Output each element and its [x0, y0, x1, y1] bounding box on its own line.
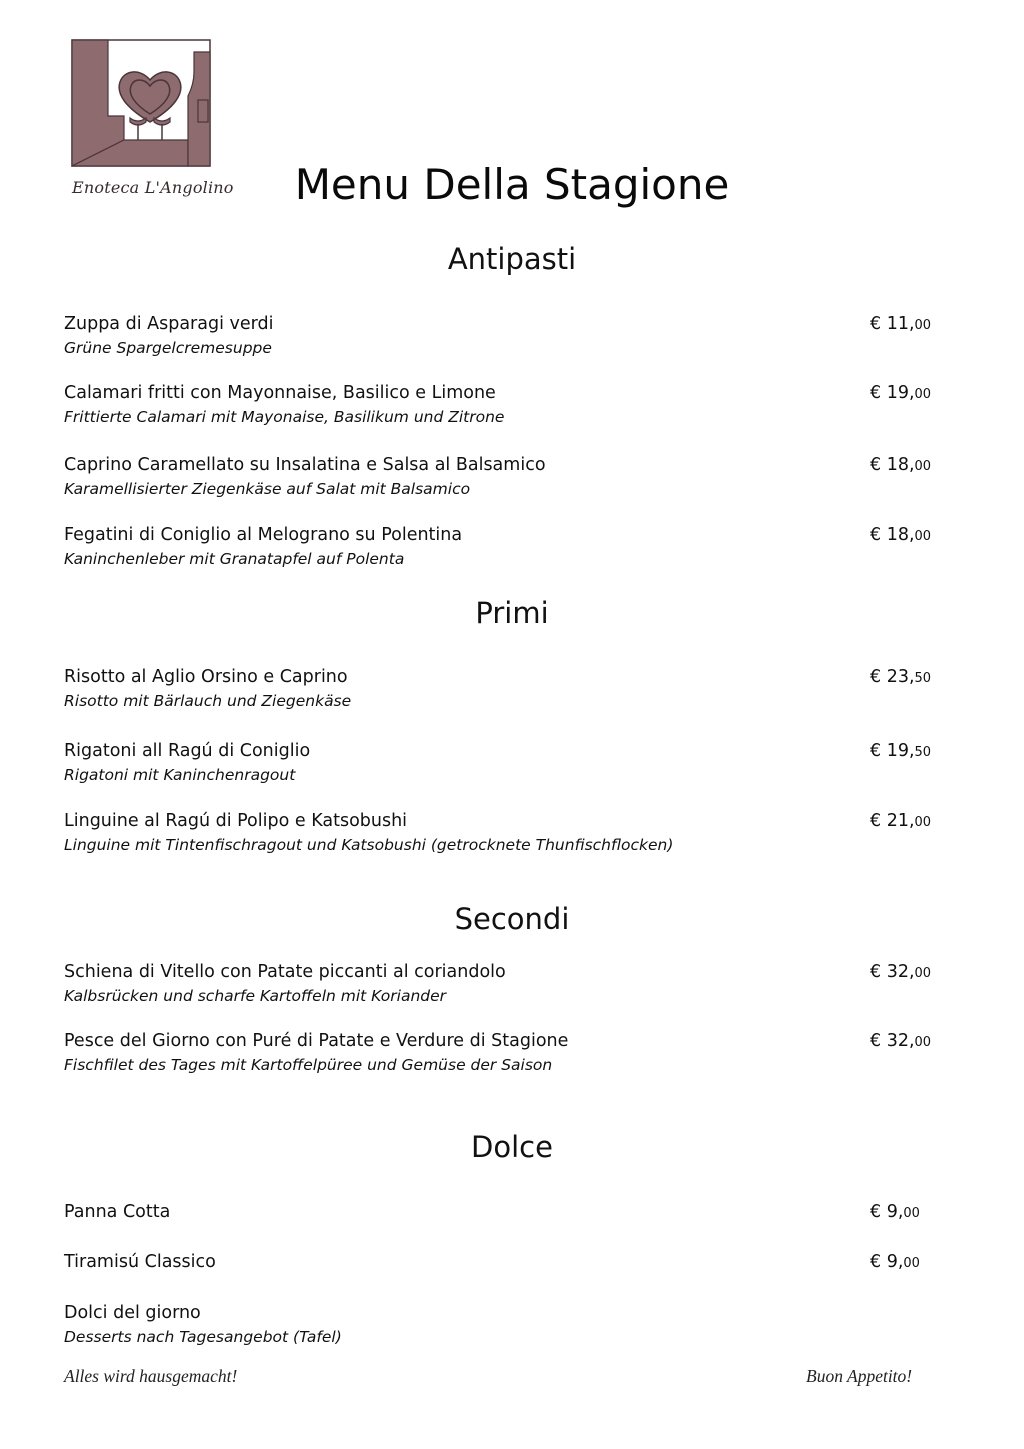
price-cents: 50 [914, 671, 932, 686]
menu-item [64, 453, 934, 501]
section-title-secondi: Secondi [454, 902, 570, 936]
item-name: Linguine al Ragú di Polipo e Katsobushi [64, 811, 408, 831]
price-main: € 19, [870, 383, 915, 403]
item-price [870, 312, 931, 338]
logo-emblem-icon [66, 36, 216, 176]
item-price [870, 809, 931, 835]
item-description: Fischfilet des Tages mit Kartoffelpüree und Gemüse der Saison [64, 1056, 553, 1074]
item-name: Risotto al Aglio Orsino e Caprino [64, 667, 348, 687]
item-name: Caprino Caramellato su Insalatina e Salsa al Balsamico [64, 455, 546, 475]
item-description: Grüne Spargelcremesuppe [64, 339, 272, 357]
item-price [870, 1200, 920, 1226]
item-description: Risotto mit Bärlauch und Ziegenkäse [64, 692, 352, 710]
footer-note-left: Alles wird hausgemacht! [64, 1366, 238, 1386]
menu-item [64, 1301, 934, 1349]
section-title-antipasti: Antipasti [447, 242, 577, 276]
item-price [870, 1029, 931, 1055]
item-price [870, 960, 931, 986]
price-cents: 00 [914, 529, 932, 544]
item-name: Rigatoni all Ragú di Coniglio [64, 741, 311, 761]
item-name: Schiena di Vitello con Patate piccanti al coriandolo [64, 962, 506, 982]
price-main: € 11, [870, 314, 915, 334]
price-main: € 32, [870, 962, 915, 982]
item-name: Fegatini di Coniglio al Melograno su Polentina [64, 525, 463, 545]
logo-text: Enoteca L'Angolino [72, 178, 234, 197]
item-name: Zuppa di Asparagi verdi [64, 314, 274, 334]
price-main: € 23, [870, 667, 915, 687]
price-main: € 19, [870, 741, 915, 761]
price-cents: 00 [914, 966, 932, 981]
item-price [870, 523, 931, 549]
item-description: Kalbsrücken und scharfe Kartoffeln mit Koriander [64, 987, 447, 1005]
price-cents: 00 [914, 459, 932, 474]
item-price [870, 453, 931, 479]
price-main: € 18, [870, 455, 915, 475]
price-main: € 18, [870, 525, 915, 545]
item-description: Kaninchenleber mit Granatapfel auf Polenta [64, 550, 405, 568]
item-price [870, 381, 931, 407]
price-cents: 00 [903, 1256, 920, 1271]
price-cents: 50 [914, 745, 932, 760]
item-name: Calamari fritti con Mayonnaise, Basilico e Limone [64, 383, 496, 403]
price-cents: 00 [914, 318, 932, 333]
menu-item [64, 739, 934, 787]
item-price [870, 665, 931, 691]
footer-note-right: Buon Appetito! [806, 1366, 913, 1386]
item-description: Desserts nach Tagesangebot (Tafel) [64, 1328, 342, 1346]
item-price [870, 1250, 920, 1276]
price-cents: 00 [914, 387, 932, 402]
section-title-primi: Primi [475, 596, 549, 630]
page-title: Menu Della Stagione [294, 160, 730, 209]
price-cents: 00 [914, 1035, 932, 1050]
menu-item [64, 1029, 934, 1077]
item-description: Linguine mit Tintenfischragout und Katsobushi (getrocknete Thunfischflocken) [64, 836, 674, 854]
price-cents: 00 [903, 1206, 920, 1221]
section-title-dolce: Dolce [471, 1130, 553, 1164]
menu-item [64, 1200, 934, 1224]
price-main: € 9, [870, 1202, 904, 1222]
menu-item [64, 665, 934, 713]
menu-item [64, 381, 934, 429]
item-price [870, 739, 931, 765]
item-name: Pesce del Giorno con Puré di Patate e Verdure di Stagione [64, 1031, 569, 1051]
item-description: Frittierte Calamari mit Mayonaise, Basilikum und Zitrone [64, 408, 505, 426]
menu-item [64, 523, 934, 571]
price-main: € 9, [870, 1252, 904, 1272]
item-description: Rigatoni mit Kaninchenragout [64, 766, 296, 784]
price-main: € 32, [870, 1031, 915, 1051]
item-name: Panna Cotta [64, 1202, 171, 1222]
menu-item [64, 809, 934, 857]
price-main: € 21, [870, 811, 915, 831]
menu-item [64, 312, 934, 360]
menu-item [64, 1250, 934, 1274]
item-name: Dolci del giorno [64, 1303, 201, 1323]
menu-item [64, 960, 934, 1008]
item-description: Karamellisierter Ziegenkäse auf Salat mit Balsamico [64, 480, 471, 498]
item-name: Tiramisú Classico [64, 1252, 216, 1272]
price-cents: 00 [914, 815, 932, 830]
